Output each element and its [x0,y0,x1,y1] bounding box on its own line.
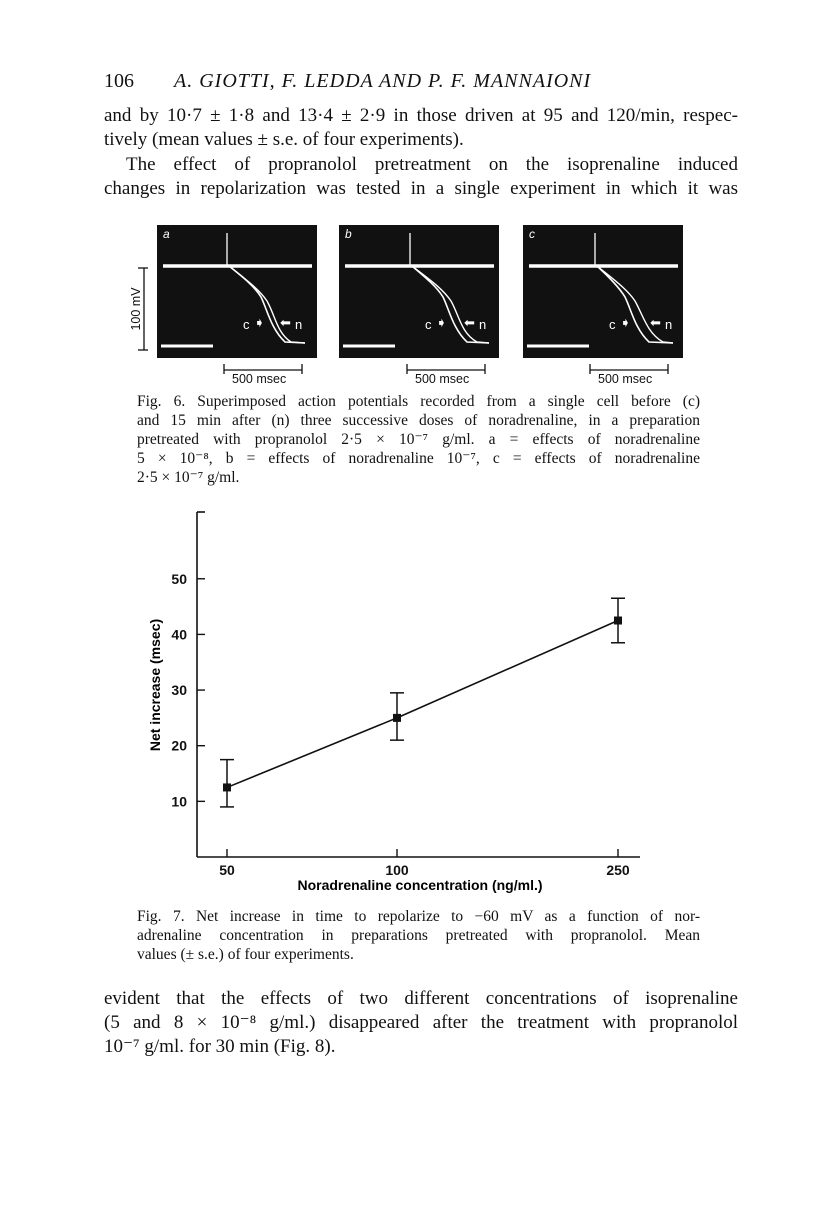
text-line: evident that the effects of two different concentrations of isoprenaline [104,988,738,1009]
text-line: changes in repolarization was tested in a single experiment in which it was [104,178,738,199]
text-line: tively (mean values ± s.e. of four experiments). [104,129,464,150]
y-tick-label: 10 [171,793,187,810]
panel-letter: b [345,227,352,241]
action-potential-traces [157,225,317,358]
time-scale-label-c: 500 msec [598,372,653,386]
text-line: 10⁻⁷ g/ml. for 30 min (Fig. 8). [104,1036,336,1057]
arrow-left-icon: ⬅ [464,315,475,330]
caption-line: pretreated with propranolol 2·5 × 10⁻⁷ g/ml. a = effects of noradrenaline [137,431,700,448]
text-line: (5 and 8 × 10⁻⁸ g/ml.) disappeared after the treatment with propranolol [104,1012,738,1033]
data-point [614,617,622,625]
fig7-caption [137,907,700,964]
control-label: c [425,317,432,332]
voltage-scale-label: 100 mV [129,287,143,331]
chart-axes [171,512,640,878]
scope-panel-a [157,225,317,358]
caption-line: and 15 min after (n) three successive doses of noradrenaline, in a preparation [137,412,700,429]
fig6-caption [137,392,700,487]
fig7-chart [120,500,660,900]
chart-marks [220,598,625,807]
control-label: c [609,317,616,332]
time-scale-label-b: 500 msec [415,372,470,386]
text-line: and by 10·7 ± 1·8 and 13·4 ± 2·9 in those driven at 95 and 120/min, respec- [104,105,738,126]
caption-line: Fig. 7. Net increase in time to repolarize to −60 mV as a function of nor- [137,908,700,925]
arrow-left-icon: ⬅ [650,315,661,330]
scope-panel-b [339,225,499,358]
caption-line: values (± s.e.) of four experiments. [137,946,354,963]
data-point [223,783,231,791]
y-tick-label: 30 [171,682,187,699]
time-scale-label-a: 500 msec [232,372,287,386]
arrow-right-icon: ➧ [254,315,265,330]
caption-line: 2·5 × 10⁻⁷ g/ml. [137,469,240,486]
panel-letter: a [163,227,170,241]
noradrenaline-label: n [479,317,487,332]
noradrenaline-label: n [295,317,303,332]
scope-panel-c [523,225,683,358]
x-tick-label: 250 [606,862,630,878]
caption-line: Fig. 6. Superimposed action potentials recorded from a single cell before (c) [137,393,700,410]
arrow-right-icon: ➧ [436,315,447,330]
x-tick-label: 100 [385,862,409,878]
caption-line: adrenaline concentration in preparations pretreated with propranolol. Mean [137,927,700,944]
y-tick-label: 20 [171,737,187,754]
paragraph-bottom [104,987,738,1059]
action-potential-traces [523,225,683,358]
paragraph-second [104,153,738,201]
data-point [393,714,401,722]
action-potential-traces [339,225,499,358]
caption-line: 5 × 10⁻⁸, b = effects of noradrenaline 10⁻⁷, c = effects of noradrenaline [137,450,700,467]
running-title: A. GIOTTI, F. LEDDA AND P. F. MANNAIONI [174,70,592,92]
series-line [227,621,618,788]
y-tick-label: 50 [171,570,187,587]
page-number: 106 [104,70,134,92]
control-label: c [243,317,250,332]
noradrenaline-label: n [665,317,673,332]
text-line: The effect of propranolol pretreatment on the isoprenaline induced [126,154,738,175]
arrow-left-icon: ⬅ [280,315,291,330]
arrow-right-icon: ➧ [620,315,631,330]
running-header [104,70,744,100]
figure-6 [120,222,720,392]
panel-letter: c [529,227,535,241]
paragraph-top [104,104,738,152]
x-axis-label: Noradrenaline concentration (ng/ml.) [297,877,543,893]
y-axis-label: Net increase (msec) [147,618,163,752]
y-tick-label: 40 [171,626,187,643]
x-tick-label: 50 [219,862,235,878]
